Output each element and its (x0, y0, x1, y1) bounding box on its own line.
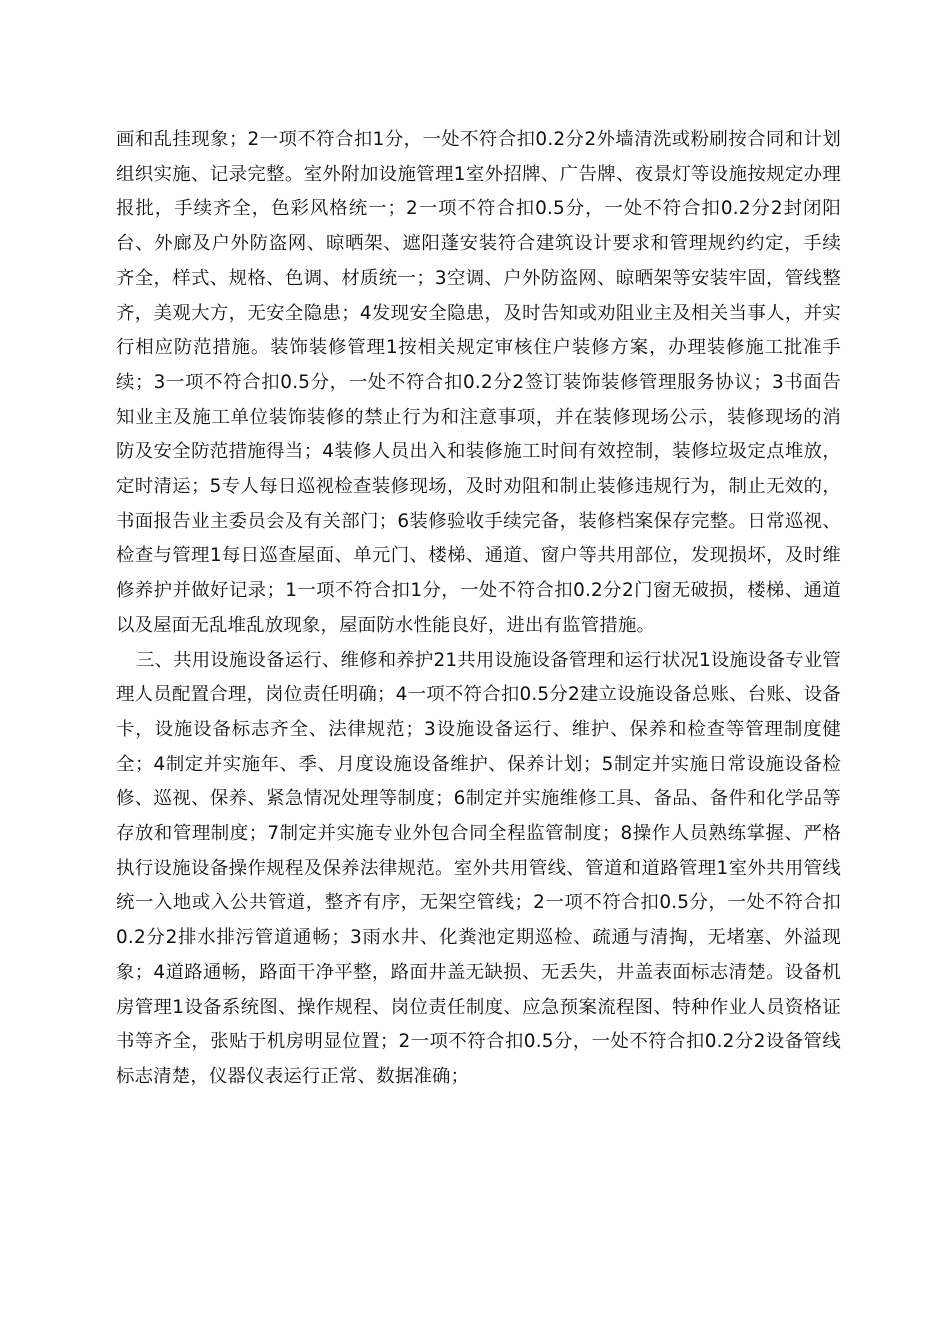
paragraph-section-three: 三、共用设施设备运行、维修和养护21共用设施设备管理和运行状况1设施设备专业管理人员配置合理，岗位责任明确；4一项不符合扣0.5分2建立设施设备总账、台账、设备卡，设施设备标志齐全、法律规范；3设施设备运行、维护、保养和检查等管理制度健全；4制定并实施年、季、月度设施设备维护、保养计划；5制定并实施日常设施设备检修、巡视、保养、紧急情况处理等制度；6制定并实施维修工具、备品、备件和化学品等存放和管理制度；7制定并实施专业外包合同全程监管制度；8操作人员熟练掌握、严格执行设施设备操作规程及保养法律规范。室外共用管线、管道和道路管理1室外共用管线统一入地或入公共管道，整齐有序，无架空管线；2一项不符合扣0.5分，一处不符合扣0.2分2排水排污管道通畅；3雨水井、化粪池定期巡检、疏通与清掏，无堵塞、外溢现象；4道路通畅，路面干净平整，路面井盖无缺损、无丢失，井盖表面标志清楚。设备机房管理1设备系统图、操作规程、岗位责任制度、应急预案流程图、特种作业人员资格证书等齐全，张贴于机房明显位置；2一项不符合扣0.5分，一处不符合扣0.2分2设备管线标志清楚，仪器仪表运行正常、数据准确； (116, 649, 841, 1087)
paragraph-continued: 画和乱挂现象；2一项不符合扣1分，一处不符合扣0.2分2外墙清洗或粉刷按合同和计划组织实施、记录完整。室外附加设施管理1室外招牌、广告牌、夜景灯等设施按规定办理报批，手续齐全，色彩风格统一；2一项不符合扣0.5分，一处不符合扣0.2分2封闭阳台、外廊及户外防盗网、晾晒架、遮阳蓬安装符合建筑设计要求和管理规约约定，手续齐全，样式、规格、色调、材质统一；3空调、户外防盗网、晾晒架等安装牢固，管线整齐，美观大方，无安全隐患；4发现安全隐患，及时告知或劝阻业主及相关当事人，并实行相应防范措施。装饰装修管理1按相关规定审核住户装修方案，办理装修施工批准手续；3一项不符合扣0.5分，一处不符合扣0.2分2签订装饰装修管理服务协议；3书面告知业主及施工单位装饰装修的禁止行为和注意事项，并在装修现场公示，装修现场的消防及安全防范措施得当；4装修人员出入和装修施工时间有效控制，装修垃圾定点堆放，定时清运；5专人每日巡视检查装修现场，及时劝阻和制止装修违规行为，制止无效的，书面报告业主委员会及有关部门；6装修验收手续完备，装修档案保存完整。日常巡视、检查与管理1每日巡查屋面、单元门、楼梯、通道、窗户等共用部位，发现损坏，及时维修养护并做好记录；1一项不符合扣1分，一处不符合扣0.2分2门窗无破损，楼梯、通道以及屋面无乱堆乱放现象，屋面防水性能良好，进出有监管措施。 (116, 129, 841, 636)
body-text (116, 123, 841, 1095)
